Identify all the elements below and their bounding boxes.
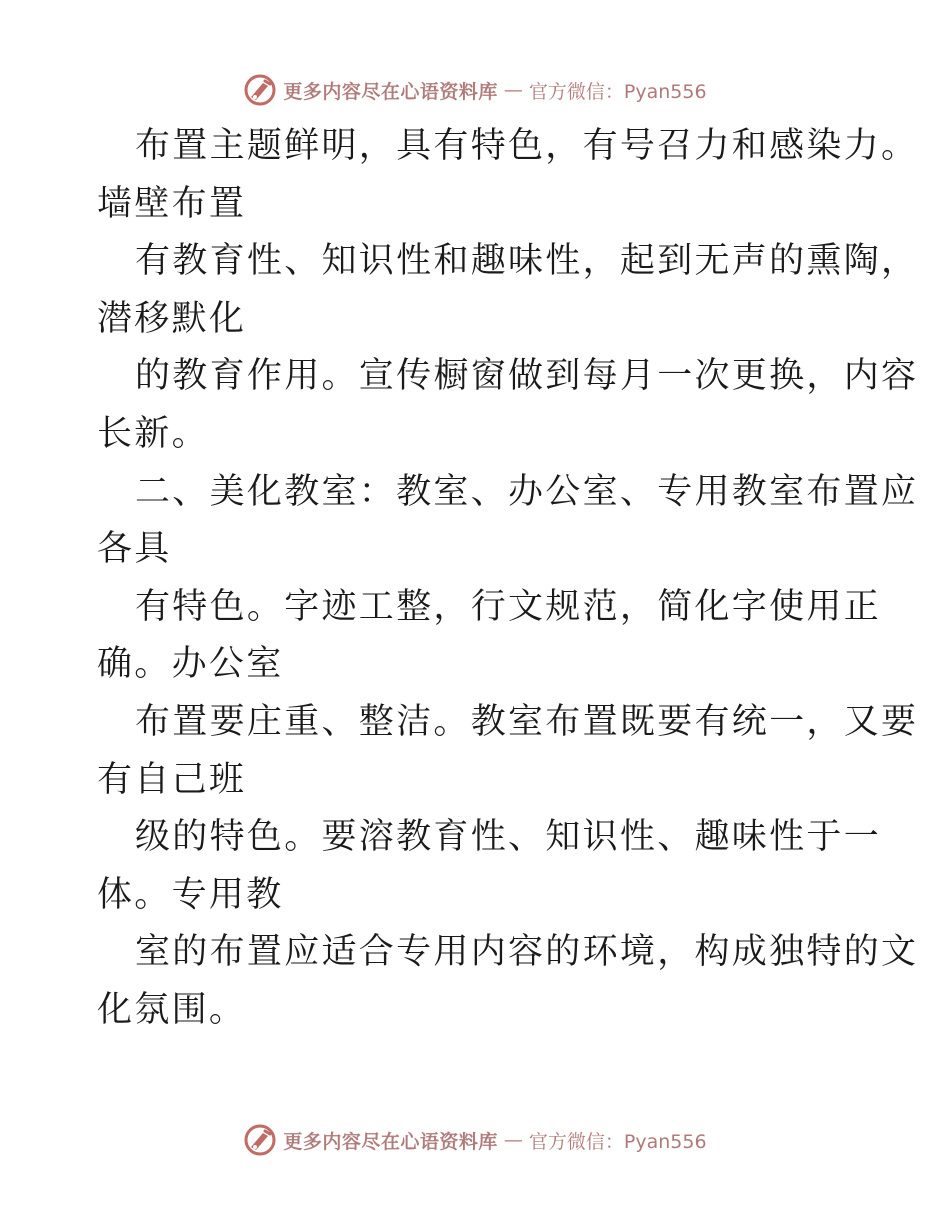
text-line: 室的布置应适合专用内容的环境，构成独特的文 bbox=[135, 932, 919, 973]
text-line: 体。专用教 bbox=[97, 874, 284, 915]
text-line: 的教育作用。宣传橱窗做到每月一次更换，内容 bbox=[135, 356, 919, 397]
text-line: 有自己班 bbox=[97, 759, 247, 800]
text-line: 化氛围。 bbox=[97, 989, 247, 1030]
pen-nib-logo-icon bbox=[243, 1123, 277, 1157]
watermark-dash: — bbox=[503, 79, 523, 101]
watermark-text: 更多内容尽在心语资料库 bbox=[283, 80, 498, 103]
footer-watermark bbox=[0, 1120, 950, 1160]
text-line: 各具 bbox=[97, 529, 172, 570]
text-line: 布置要庄重、整洁。教室布置既要有统一，又要 bbox=[135, 701, 919, 742]
text-line: 有教育性、知识性和趣味性，起到无声的熏陶， bbox=[135, 241, 919, 282]
text-line: 墙壁布置 bbox=[97, 183, 247, 224]
text-line: 有特色。字迹工整，行文规范，简化字使用正 bbox=[135, 586, 882, 627]
document-body bbox=[97, 118, 919, 1040]
text-line: 布置主题鲜明，具有特色，有号召力和感染力。 bbox=[135, 126, 919, 166]
watermark-contact: 官方微信：Pyan556 bbox=[528, 1130, 707, 1153]
text-line: 潜移默化 bbox=[97, 298, 247, 339]
pen-nib-logo-icon bbox=[243, 73, 277, 107]
text-line: 二、美化教室：教室、办公室、专用教室布置应 bbox=[135, 471, 919, 512]
text-line: 确。办公室 bbox=[97, 644, 284, 685]
text-line: 级的特色。要溶教育性、知识性、趣味性于一 bbox=[135, 817, 882, 858]
header-watermark bbox=[0, 70, 950, 110]
watermark-dash: — bbox=[503, 1129, 523, 1151]
watermark-text: 更多内容尽在心语资料库 bbox=[283, 1130, 498, 1153]
text-line: 长新。 bbox=[97, 413, 209, 454]
watermark-contact: 官方微信：Pyan556 bbox=[528, 80, 707, 103]
